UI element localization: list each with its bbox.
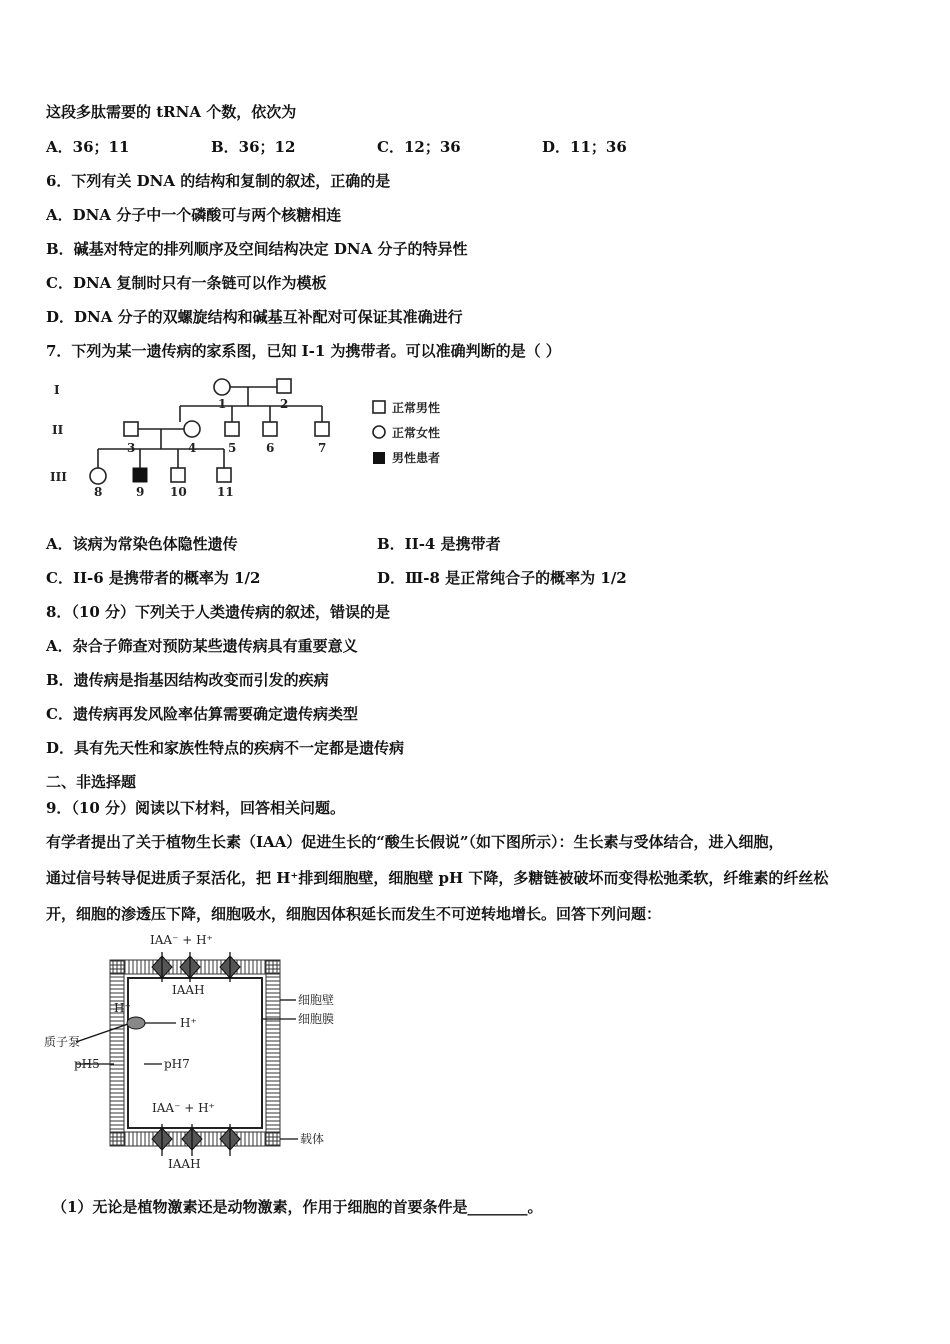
- individual-ii-5: [225, 422, 239, 436]
- label-ii-6: 6: [266, 441, 275, 455]
- generation-label-iii: III: [50, 470, 67, 484]
- proton-pump-icon: [127, 1017, 145, 1029]
- cell-membrane-label: 细胞膜: [298, 1012, 335, 1026]
- proton-pump-label: 质子泵: [44, 1035, 81, 1049]
- legend-normal-female-icon: [373, 426, 385, 438]
- q9-material-line-2: 通过信号转导促进质子泵活化，把 H⁺排到细胞壁，细胞壁 pH 下降，多糖链被破坏而变得松弛柔软，纤维素的纤丝松: [46, 869, 829, 887]
- q7-option-b: B．II-4 是携带者: [377, 535, 501, 553]
- q6-option-d: D．DNA 分子的双螺旋结构和碱基互补配对可保证其准确进行: [46, 308, 463, 326]
- generation-label-ii: II: [52, 423, 64, 437]
- carrier-label: 载体: [300, 1132, 325, 1146]
- q6-option-b: B．碱基对特定的排列顺序及空间结构决定 DNA 分子的特异性: [46, 240, 468, 258]
- h-plus-wall-label: H⁺: [114, 1001, 131, 1015]
- q9-sub1-answer-blank[interactable]: ________: [467, 1198, 528, 1216]
- individual-iii-9: [133, 468, 147, 482]
- label-ii-7: 7: [318, 441, 327, 455]
- cell-wall-label: 细胞壁: [298, 993, 335, 1007]
- label-ii-5: 5: [228, 441, 237, 455]
- q9-sub1-suffix: 。: [527, 1198, 543, 1216]
- legend-affected-male-label: 男性患者: [392, 451, 441, 465]
- q8-option-a: A．杂合子筛查对预防某些遗传病具有重要意义: [46, 637, 358, 655]
- q9-sub-question-1: [52, 1197, 542, 1217]
- section-heading: 二、非选择题: [46, 773, 137, 791]
- q9-material-line-3: 开，细胞的渗透压下降，细胞吸水，细胞因体积延长而发生不可逆转地增长。回答下列问题：: [46, 905, 662, 923]
- q7-option-a: A．该病为常染色体隐性遗传: [46, 535, 238, 553]
- individual-i-1: [214, 379, 230, 395]
- q9-stem: 9．（10 分）阅读以下材料，回答相关问题。: [46, 799, 346, 817]
- individual-ii-4: [184, 421, 200, 437]
- q8-option-b: B．遗传病是指基因结构改变而引发的疾病: [46, 671, 329, 689]
- q5-option-c: C．12；36: [377, 138, 461, 156]
- individual-iii-8: [90, 468, 106, 484]
- q9-material-line-1: 有学者提出了关于植物生长素（IAA）促进生长的“酸生长假说”（如下图所示）：生长素与受体结合，进入细胞，: [46, 833, 784, 851]
- legend-normal-male-icon: [373, 401, 385, 413]
- individual-iii-10: [171, 468, 185, 482]
- acid-growth-diagram: [40, 928, 370, 1173]
- label-i-2: 2: [280, 397, 289, 411]
- bottom-iaah-label: IAAH: [168, 1157, 201, 1171]
- label-iii-11: 11: [217, 485, 234, 499]
- label-iii-9: 9: [136, 485, 145, 499]
- label-iii-8: 8: [94, 485, 103, 499]
- q8-option-c: C．遗传病再发风险率估算需要确定遗传病类型: [46, 705, 358, 723]
- q5-option-d: D．11；36: [542, 138, 627, 156]
- h-plus-inner-label: H⁺: [180, 1016, 197, 1030]
- q6-option-c: C．DNA 复制时只有一条链可以作为模板: [46, 274, 327, 292]
- top-iaah-label: IAAH: [172, 983, 205, 997]
- q8-option-d: D．具有先天性和家族性特点的疾病不一定都是遗传病: [46, 739, 405, 757]
- q5-option-a: A．36；11: [46, 138, 130, 156]
- q8-stem: 8．（10 分）下列关于人类遗传病的叙述，错误的是: [46, 603, 391, 621]
- legend-normal-male-label: 正常男性: [392, 401, 441, 415]
- q5-option-b: B．36；12: [211, 138, 296, 156]
- individual-ii-7: [315, 422, 329, 436]
- q7-option-d: D．Ⅲ-8 是正常纯合子的概率为 1/2: [377, 569, 627, 587]
- pedigree-chart: [40, 370, 480, 510]
- q6-stem: 6．下列有关 DNA 的结构和复制的叙述，正确的是: [46, 172, 391, 190]
- individual-ii-3: [124, 422, 138, 436]
- q6-option-a: A．DNA 分子中一个磷酸可与两个核糖相连: [46, 206, 342, 224]
- q9-sub1-text: （1）无论是植物激素还是动物激素，作用于细胞的首要条件是: [52, 1198, 468, 1216]
- legend-affected-male-icon: [373, 452, 385, 464]
- q7-option-c: C．II-6 是携带者的概率为 1/2: [46, 569, 261, 587]
- top-iaa-label: IAA⁻ + H⁺: [150, 933, 213, 947]
- ph-wall-label: pH5: [74, 1057, 100, 1071]
- q9-material-paragraph: [46, 824, 906, 932]
- q5-stem-tail: 这段多肽需要的 tRNA 个数，依次为: [46, 103, 297, 121]
- individual-i-2: [277, 379, 291, 393]
- label-iii-10: 10: [170, 485, 187, 499]
- generation-label-i: I: [54, 383, 60, 397]
- ph-inside-label: pH7: [164, 1057, 190, 1071]
- label-ii-3: 3: [127, 441, 136, 455]
- bottom-iaa-label: IAA⁻ + H⁺: [152, 1101, 215, 1115]
- individual-ii-6: [263, 422, 277, 436]
- q7-stem: 7．下列为某一遗传病的家系图，已知 I-1 为携带者。可以准确判断的是（ ）: [46, 342, 561, 360]
- label-ii-4: 4: [188, 441, 197, 455]
- label-i-1: 1: [218, 397, 227, 411]
- individual-iii-11: [217, 468, 231, 482]
- legend-normal-female-label: 正常女性: [392, 426, 441, 440]
